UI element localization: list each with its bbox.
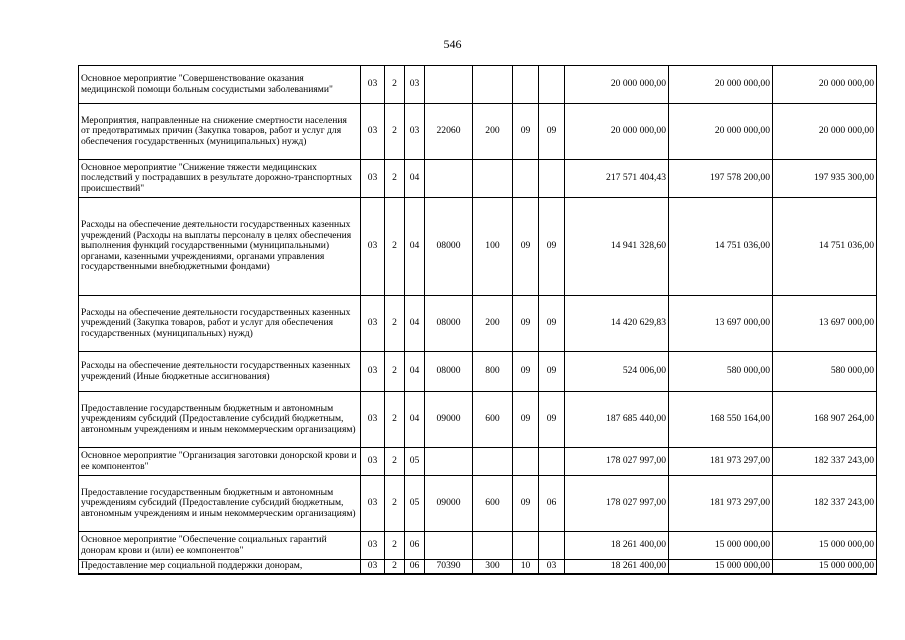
row-amount-year-2: 15 000 000,00 xyxy=(669,532,773,560)
row-name: Основное мероприятие "Снижение тяжести медицинских последствий у пострадавших в результате дорожно-транспортных происшествий" xyxy=(79,160,361,198)
table-body xyxy=(79,66,877,574)
row-program-code: 03 xyxy=(361,296,385,352)
row-subsection xyxy=(539,160,565,198)
row-program-code: 03 xyxy=(361,448,385,476)
row-subsection xyxy=(539,448,565,476)
table-row xyxy=(79,66,877,104)
row-direction-code xyxy=(425,448,473,476)
row-subprogram-code: 2 xyxy=(385,560,405,574)
row-subprogram-code: 2 xyxy=(385,160,405,198)
row-amount-year-1: 18 261 400,00 xyxy=(565,532,669,560)
row-section xyxy=(513,66,539,104)
row-expense-type xyxy=(473,448,513,476)
row-amount-year-3: 168 907 264,00 xyxy=(773,392,877,448)
row-program-code: 03 xyxy=(361,392,385,448)
row-amount-year-1: 18 261 400,00 xyxy=(565,560,669,574)
row-program-code: 03 xyxy=(361,560,385,574)
row-amount-year-2: 181 973 297,00 xyxy=(669,476,773,532)
row-direction-code xyxy=(425,532,473,560)
row-event-code: 05 xyxy=(405,476,425,532)
row-event-code: 06 xyxy=(405,560,425,574)
row-section xyxy=(513,160,539,198)
table-row xyxy=(79,104,877,160)
row-subprogram-code: 2 xyxy=(385,296,405,352)
row-name: Предоставление государственным бюджетным и автономным учреждениям субсидий (Предоставление субсидий бюджетным, автономным учреждениям и иным некоммерческим организациям) xyxy=(79,392,361,448)
row-program-code: 03 xyxy=(361,532,385,560)
row-amount-year-2: 20 000 000,00 xyxy=(669,104,773,160)
row-direction-code: 08000 xyxy=(425,198,473,296)
row-expense-type: 200 xyxy=(473,104,513,160)
row-amount-year-1: 14 941 328,60 xyxy=(565,198,669,296)
row-name: Расходы на обеспечение деятельности государственных казенных учреждений (Иные бюджетные ассигнования) xyxy=(79,352,361,392)
row-direction-code: 08000 xyxy=(425,296,473,352)
row-amount-year-3: 13 697 000,00 xyxy=(773,296,877,352)
row-expense-type xyxy=(473,66,513,104)
row-name: Основное мероприятие "Организация заготовки донорской крови и ее компонентов" xyxy=(79,448,361,476)
row-subsection: 06 xyxy=(539,476,565,532)
row-subsection: 09 xyxy=(539,104,565,160)
row-section: 09 xyxy=(513,476,539,532)
table-row xyxy=(79,352,877,392)
row-subsection xyxy=(539,66,565,104)
row-subsection xyxy=(539,532,565,560)
row-section xyxy=(513,448,539,476)
row-subsection: 09 xyxy=(539,296,565,352)
row-program-code: 03 xyxy=(361,352,385,392)
row-subsection: 09 xyxy=(539,392,565,448)
budget-table xyxy=(78,65,877,575)
row-amount-year-2: 168 550 164,00 xyxy=(669,392,773,448)
row-amount-year-1: 20 000 000,00 xyxy=(565,104,669,160)
row-subsection: 09 xyxy=(539,198,565,296)
row-event-code: 06 xyxy=(405,532,425,560)
row-program-code: 03 xyxy=(361,198,385,296)
row-name: Основное мероприятие "Совершенствование оказания медицинской помощи больным сосудистыми заболеваниями" xyxy=(79,66,361,104)
row-event-code: 03 xyxy=(405,104,425,160)
row-event-code: 04 xyxy=(405,392,425,448)
page-number: 546 xyxy=(443,37,462,51)
row-amount-year-3: 20 000 000,00 xyxy=(773,104,877,160)
row-expense-type: 100 xyxy=(473,198,513,296)
row-amount-year-2: 13 697 000,00 xyxy=(669,296,773,352)
table-row xyxy=(79,296,877,352)
row-subprogram-code: 2 xyxy=(385,392,405,448)
row-amount-year-1: 20 000 000,00 xyxy=(565,66,669,104)
row-section: 09 xyxy=(513,352,539,392)
row-direction-code xyxy=(425,160,473,198)
row-amount-year-1: 187 685 440,00 xyxy=(565,392,669,448)
row-amount-year-1: 217 571 404,43 xyxy=(565,160,669,198)
row-section: 09 xyxy=(513,296,539,352)
row-expense-type: 800 xyxy=(473,352,513,392)
row-amount-year-2: 14 751 036,00 xyxy=(669,198,773,296)
row-subprogram-code: 2 xyxy=(385,104,405,160)
row-amount-year-3: 15 000 000,00 xyxy=(773,560,877,574)
row-amount-year-2: 197 578 200,00 xyxy=(669,160,773,198)
row-subprogram-code: 2 xyxy=(385,66,405,104)
row-amount-year-1: 14 420 629,83 xyxy=(565,296,669,352)
row-subsection: 03 xyxy=(539,560,565,574)
row-subprogram-code: 2 xyxy=(385,532,405,560)
row-expense-type: 300 xyxy=(473,560,513,574)
row-amount-year-3: 20 000 000,00 xyxy=(773,66,877,104)
row-amount-year-1: 178 027 997,00 xyxy=(565,448,669,476)
row-amount-year-2: 580 000,00 xyxy=(669,352,773,392)
row-name: Мероприятия, направленные на снижение смертности населения от предотвратимых причин (Закупка товаров, работ и услуг для обеспечения государственных (муниципальных) нужд) xyxy=(79,104,361,160)
row-name: Расходы на обеспечение деятельности государственных казенных учреждений (Расходы на выплаты персоналу в целях обеспечения выполнения функций государственными (муниципальными) органами, казенными учреждениями, органами управления государственными внебюджетными фондами) xyxy=(79,198,361,296)
row-expense-type xyxy=(473,160,513,198)
row-expense-type: 200 xyxy=(473,296,513,352)
row-event-code: 04 xyxy=(405,352,425,392)
row-amount-year-2: 15 000 000,00 xyxy=(669,560,773,574)
row-subsection: 09 xyxy=(539,352,565,392)
row-amount-year-3: 14 751 036,00 xyxy=(773,198,877,296)
row-expense-type xyxy=(473,532,513,560)
row-amount-year-3: 182 337 243,00 xyxy=(773,476,877,532)
row-section: 10 xyxy=(513,560,539,574)
row-direction-code: 22060 xyxy=(425,104,473,160)
row-name: Основное мероприятие "Обеспечение социальных гарантий донорам крови и (или) ее компонентов" xyxy=(79,532,361,560)
row-direction-code: 70390 xyxy=(425,560,473,574)
row-direction-code: 08000 xyxy=(425,352,473,392)
row-program-code: 03 xyxy=(361,66,385,104)
table-row xyxy=(79,476,877,532)
row-name: Предоставление государственным бюджетным и автономным учреждениям субсидий (Предоставление субсидий бюджетным, автономным учреждениям и иным некоммерческим организациям) xyxy=(79,476,361,532)
row-event-code: 03 xyxy=(405,66,425,104)
table-row xyxy=(79,448,877,476)
row-amount-year-3: 15 000 000,00 xyxy=(773,532,877,560)
row-section: 09 xyxy=(513,392,539,448)
table-row xyxy=(79,392,877,448)
row-program-code: 03 xyxy=(361,104,385,160)
row-amount-year-2: 20 000 000,00 xyxy=(669,66,773,104)
table-row xyxy=(79,532,877,560)
row-amount-year-1: 178 027 997,00 xyxy=(565,476,669,532)
table-row xyxy=(79,560,877,574)
row-direction-code xyxy=(425,66,473,104)
table-row xyxy=(79,198,877,296)
row-subprogram-code: 2 xyxy=(385,198,405,296)
row-direction-code: 09000 xyxy=(425,476,473,532)
row-amount-year-3: 580 000,00 xyxy=(773,352,877,392)
row-name: Предоставление мер социальной поддержки донорам, xyxy=(79,560,361,574)
row-name: Расходы на обеспечение деятельности государственных казенных учреждений (Закупка товаров, работ и услуг для обеспечения государственных (муниципальных) нужд) xyxy=(79,296,361,352)
row-amount-year-3: 182 337 243,00 xyxy=(773,448,877,476)
row-expense-type: 600 xyxy=(473,392,513,448)
row-expense-type: 600 xyxy=(473,476,513,532)
row-direction-code: 09000 xyxy=(425,392,473,448)
row-section: 09 xyxy=(513,198,539,296)
table-row xyxy=(79,160,877,198)
row-event-code: 04 xyxy=(405,198,425,296)
row-subprogram-code: 2 xyxy=(385,448,405,476)
row-section: 09 xyxy=(513,104,539,160)
row-amount-year-2: 181 973 297,00 xyxy=(669,448,773,476)
row-subprogram-code: 2 xyxy=(385,352,405,392)
row-program-code: 03 xyxy=(361,476,385,532)
row-amount-year-1: 524 006,00 xyxy=(565,352,669,392)
row-event-code: 05 xyxy=(405,448,425,476)
row-amount-year-3: 197 935 300,00 xyxy=(773,160,877,198)
row-section xyxy=(513,532,539,560)
row-event-code: 04 xyxy=(405,296,425,352)
row-subprogram-code: 2 xyxy=(385,476,405,532)
row-event-code: 04 xyxy=(405,160,425,198)
row-program-code: 03 xyxy=(361,160,385,198)
